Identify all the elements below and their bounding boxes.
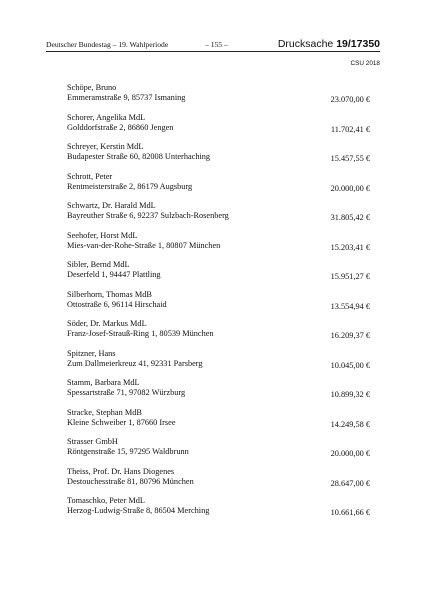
- donation-amount: 15.457,55 €: [330, 154, 370, 163]
- donor-address: Franz-Josef-Strauß-Ring 1, 80539 München: [67, 329, 214, 338]
- donation-amount: 10.899,32 €: [330, 390, 370, 399]
- donor-name: Tomaschko, Peter MdL: [67, 496, 145, 505]
- list-item: [67, 378, 370, 408]
- donor-address: Golddorfstraße 2, 86860 Jengen: [67, 122, 174, 132]
- list-item: [67, 113, 370, 143]
- list-item: [67, 437, 370, 467]
- donor-name: Seehofer, Horst MdL: [67, 230, 138, 240]
- donation-amount: 16.209,37 €: [330, 331, 370, 340]
- donor-list: [67, 83, 370, 526]
- donation-amount: 15.203,41 €: [330, 242, 370, 252]
- donor-address: Kleine Schweiber 1, 87660 Irsee: [67, 417, 176, 427]
- donor-address: Zum Dallmeierkreuz 41, 92331 Parsberg: [67, 358, 203, 368]
- donor-name: Schrott, Peter: [67, 171, 113, 181]
- donation-amount: 20.000,00 €: [330, 449, 370, 458]
- list-item: [67, 260, 370, 290]
- donation-amount: 15.951,27 €: [330, 272, 370, 281]
- header-page-number: – 155 –: [205, 40, 228, 49]
- donor-address: Budapester Straße 60, 82008 Unterhaching: [67, 152, 211, 161]
- donation-amount: 10.661,66 €: [330, 508, 370, 517]
- list-item: [67, 142, 370, 172]
- list-item: [67, 231, 370, 261]
- donor-name: Stracke, Stephan MdB: [67, 407, 142, 417]
- donation-amount: 10.045,00 €: [330, 360, 370, 370]
- donation-amount: 13.554,94 €: [330, 301, 370, 311]
- donation-amount: 14.249,58 €: [330, 419, 370, 429]
- donor-address: Emmeramstraße 9, 85737 Ismaning: [67, 93, 186, 102]
- list-item: [67, 201, 370, 231]
- donor-address: Ottostraße 6, 96114 Hirschaid: [67, 299, 167, 309]
- donation-amount: 11.702,41 €: [330, 124, 370, 134]
- donor-address: Röntgenstraße 15, 97295 Waldbrunn: [67, 447, 189, 456]
- donation-amount: 28.647,00 €: [330, 478, 370, 488]
- list-item: [67, 349, 370, 379]
- donor-name: Schwartz, Dr. Harald MdL: [67, 201, 156, 210]
- donor-name: Sibler, Bernd MdL: [67, 260, 130, 269]
- page-header: [46, 38, 380, 52]
- donor-address: Bayreuther Straße 6, 92237 Sulzbach-Rosenberg: [67, 211, 229, 220]
- list-item: [67, 172, 370, 202]
- header-rule: [46, 51, 380, 52]
- donor-address: Rentmeisterstraße 2, 86179 Augsburg: [67, 181, 193, 191]
- list-item: [67, 467, 370, 497]
- list-item: [67, 290, 370, 320]
- donor-name: Stamm, Barbara MdL: [67, 378, 140, 387]
- donor-name: Spitzner, Hans: [67, 348, 116, 358]
- donor-name: Theiss, Prof. Dr. Hans Diogenes: [67, 466, 175, 476]
- donor-address: Spessartstraße 71, 97082 Würzburg: [67, 388, 186, 397]
- donor-name: Strasser GmbH: [67, 437, 118, 446]
- section-label: CSU 2018: [350, 60, 380, 67]
- donor-address: Destouchesstraße 81, 80796 München: [67, 476, 194, 486]
- donor-name: Schreyer, Kerstin MdL: [67, 142, 144, 151]
- donor-address: Deserfeld 1, 94447 Plattling: [67, 270, 161, 279]
- list-item: [67, 408, 370, 438]
- donation-amount: 20.000,00 €: [330, 183, 370, 193]
- list-item: [67, 496, 370, 526]
- list-item: [67, 319, 370, 349]
- donor-address: Mies-van-der-Rohe-Straße 1, 80807 München: [67, 240, 221, 250]
- header-doc-prefix: Drucksache: [277, 38, 334, 50]
- donor-name: Schorer, Angelika MdL: [67, 112, 146, 122]
- header-document-number: [278, 38, 380, 50]
- donor-address: Herzog-Ludwig-Straße 8, 86504 Merching: [67, 506, 210, 515]
- list-item: [67, 83, 370, 113]
- header-publication: Deutscher Bundestag – 19. Wahlperiode: [46, 40, 169, 49]
- donor-name: Söder, Dr. Markus MdL: [67, 319, 147, 328]
- donor-name: Schöpe, Bruno: [67, 83, 117, 92]
- donation-amount: 31.805,42 €: [330, 213, 370, 222]
- header-doc-number: 19/17350: [336, 38, 380, 50]
- donation-amount: 23.070,00 €: [330, 95, 370, 104]
- donor-name: Silberhorn, Thomas MdB: [67, 289, 152, 299]
